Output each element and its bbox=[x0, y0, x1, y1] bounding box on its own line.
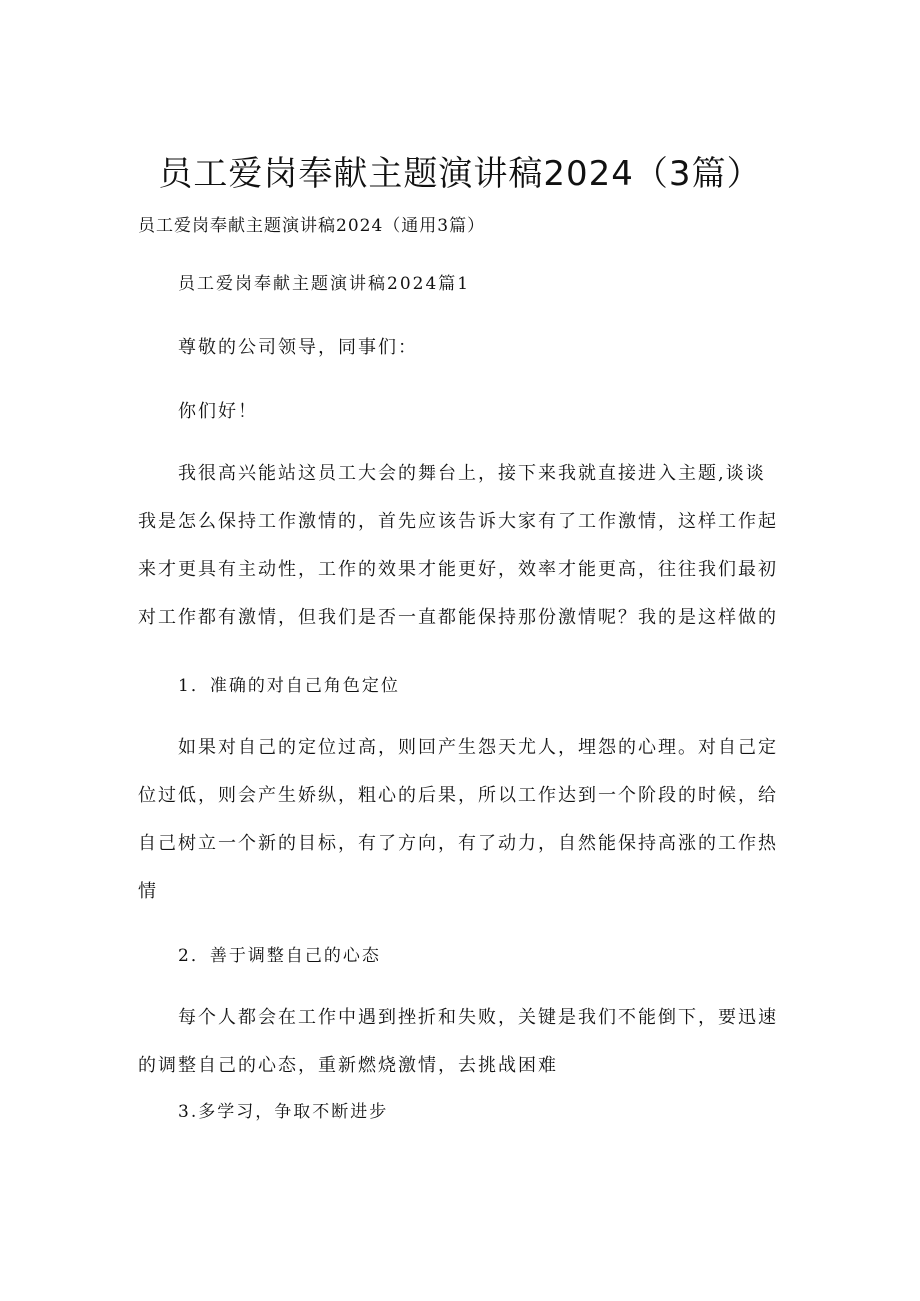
paragraph-line: 情 bbox=[138, 881, 158, 902]
paragraph-line: 的调整自己的心态，重新燃烧激情，去挑战困难 bbox=[138, 1055, 558, 1076]
paragraph-line: 位过低，则会产生娇纵，粗心的后果，所以工作达到一个阶段的时候，给 bbox=[138, 785, 778, 806]
paragraph-line: 我是怎么保持工作激情的，首先应该告诉大家有了工作激情，这样工作起 bbox=[138, 511, 778, 532]
paragraph-line: 我很高兴能站这员工大会的舞台上，接下来我就直接进入主题,谈谈 bbox=[178, 463, 766, 484]
greeting: 你们好！ bbox=[178, 401, 258, 422]
document-title: 员工爱岗奉献主题演讲稿2024（3篇） bbox=[158, 154, 762, 194]
paragraph-line: 对工作都有激情，但我们是否一直都能保持那份激情呢？我的是这样做的 bbox=[138, 607, 778, 628]
section-heading: 员工爱岗奉献主题演讲稿2024篇1 bbox=[178, 274, 471, 294]
salutation: 尊敬的公司领导，同事们： bbox=[178, 337, 418, 358]
paragraph-line: 自己树立一个新的目标，有了方向，有了动力，自然能保持高涨的工作热 bbox=[138, 833, 778, 854]
point-1-heading: 1．准确的对自己角色定位 bbox=[178, 676, 400, 696]
point-1-paragraph bbox=[138, 724, 788, 916]
paragraph-line: 如果对自己的定位过高，则回产生怨天尤人，埋怨的心理。对自己定 bbox=[178, 737, 778, 758]
paragraph-line: 每个人都会在工作中遇到挫折和失败，关键是我们不能倒下，要迅速 bbox=[178, 1007, 778, 1028]
point-3-heading: 3.多学习，争取不断进步 bbox=[178, 1102, 389, 1122]
point-2-paragraph bbox=[138, 994, 788, 1090]
paragraph-line: 来才更具有主动性，工作的效果才能更好，效率才能更高，往往我们最初 bbox=[138, 559, 778, 580]
document-subtitle: 员工爱岗奉献主题演讲稿2024（通用3篇） bbox=[138, 216, 486, 236]
intro-paragraph bbox=[138, 450, 788, 642]
point-2-heading: 2．善于调整自己的心态 bbox=[178, 946, 381, 966]
